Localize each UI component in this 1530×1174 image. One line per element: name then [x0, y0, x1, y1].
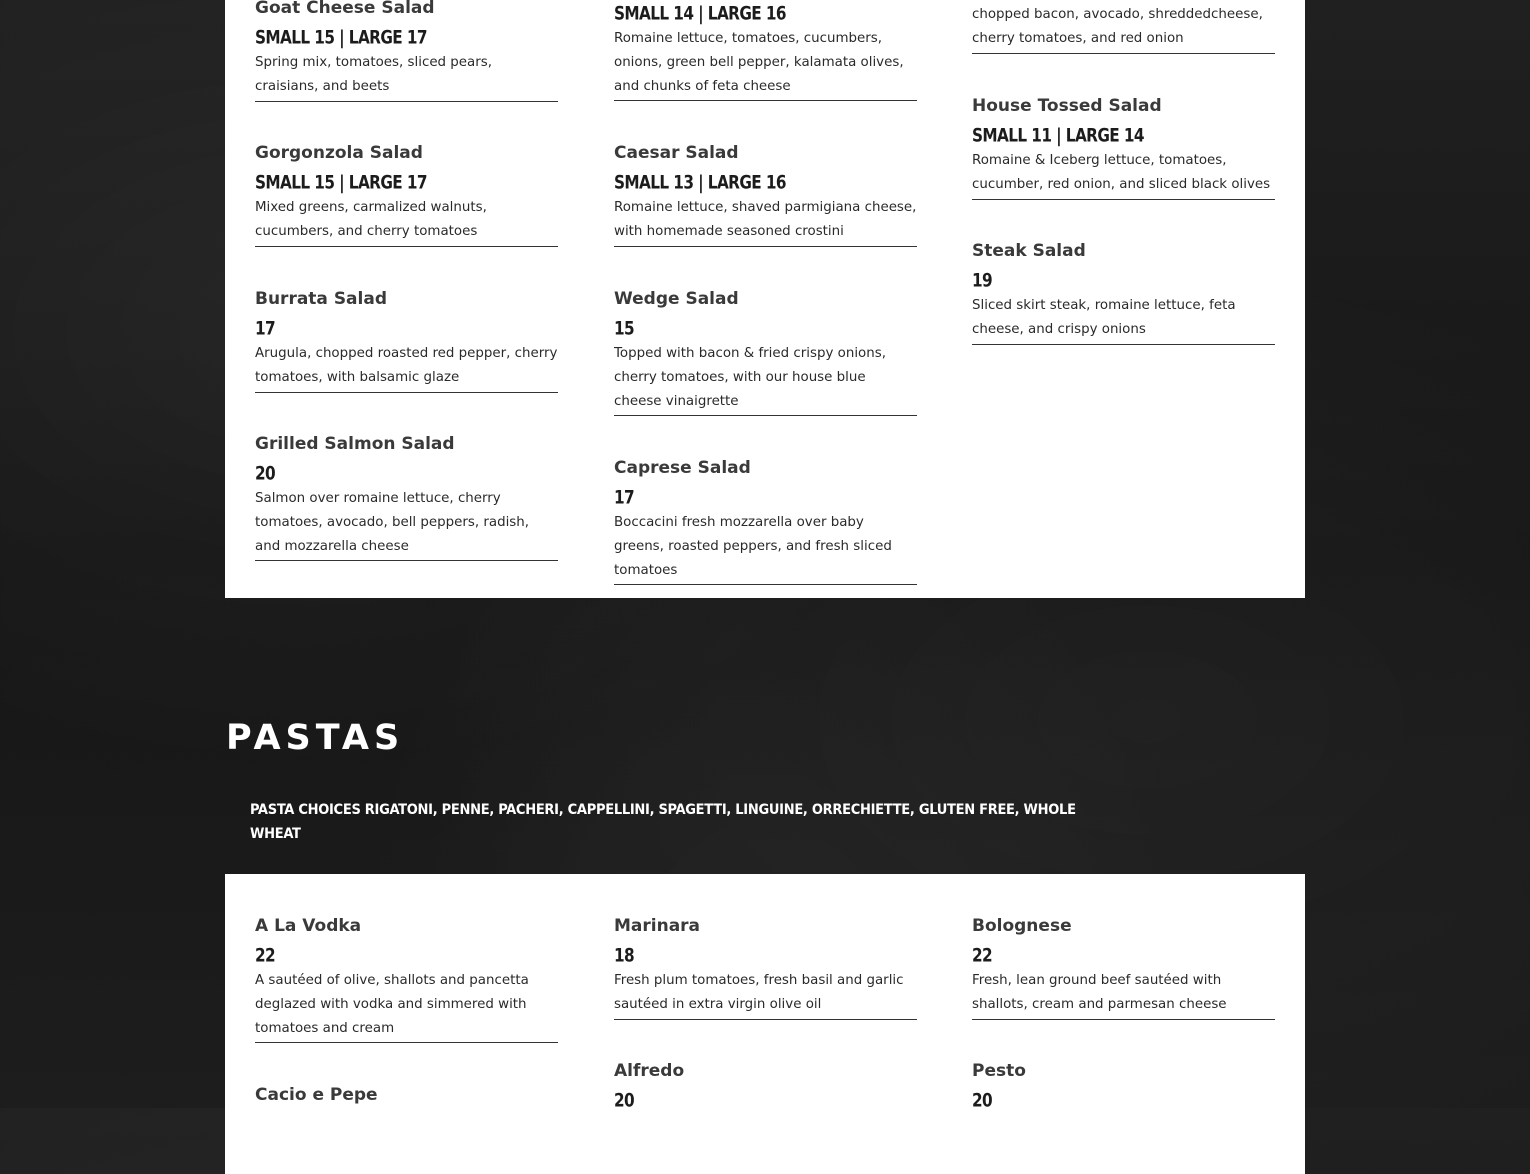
- menu-item-a-la-vodka: [255, 915, 558, 1043]
- item-name: Burrata Salad: [255, 289, 387, 309]
- menu-item-burrata-salad: [255, 288, 558, 393]
- item-description: Fresh, lean ground beef sautéed with shallots, cream and parmesan cheese: [972, 969, 1275, 1020]
- menu-item-alfredo: [614, 1060, 917, 1112]
- item-description: Sliced skirt steak, romaine lettuce, feta cheese, and crispy onions: [972, 294, 1275, 345]
- pastas-menu-panel: [225, 874, 1305, 1174]
- item-name: Steak Salad: [972, 241, 1086, 261]
- item-description: Topped with bacon & fried crispy onions, cherry tomatoes, with our house blue cheese vinaigrette: [614, 342, 917, 416]
- item-price: 20: [972, 1089, 993, 1113]
- menu-item-gorgonzola-salad: [255, 142, 558, 247]
- menu-item-goat-cheese-salad: [255, 0, 558, 102]
- item-price: 15: [614, 317, 635, 341]
- item-name: Caprese Salad: [614, 458, 751, 478]
- item-description: Arugula, chopped roasted red pepper, cherry tomatoes, with balsamic glaze: [255, 342, 558, 393]
- item-price: 22: [972, 944, 993, 968]
- item-description: Romaine & Iceberg lettuce, tomatoes, cucumber, red onion, and sliced black olives: [972, 149, 1275, 200]
- menu-item-pesto: [972, 1060, 1275, 1112]
- item-name: Caesar Salad: [614, 143, 739, 163]
- item-name: Cacio e Pepe: [255, 1085, 378, 1105]
- salads-menu-panel: [225, 0, 1305, 598]
- item-description: chopped bacon, avocado, shreddedcheese, cherry tomatoes, and red onion: [972, 3, 1275, 54]
- item-name: Gorgonzola Salad: [255, 143, 423, 163]
- item-name: Pesto: [972, 1061, 1026, 1081]
- item-price: SMALL 14 | LARGE 16: [614, 2, 786, 26]
- section-title-pastas: PASTAS: [226, 718, 405, 758]
- menu-item-house-tossed-salad: [972, 95, 1275, 200]
- item-price: 20: [614, 1089, 635, 1113]
- menu-item-caprese-salad: [614, 457, 917, 585]
- menu-item-cacio-e-pepe: [255, 1084, 558, 1106]
- menu-item-bolognese: [972, 915, 1275, 1020]
- item-price: 18: [614, 944, 635, 968]
- item-name: House Tossed Salad: [972, 96, 1162, 116]
- item-price: 20: [255, 462, 276, 486]
- item-price: 22: [255, 944, 276, 968]
- item-name: Bolognese: [972, 916, 1072, 936]
- item-description: Romaine lettuce, tomatoes, cucumbers, onions, green bell pepper, kalamata olives, and chunks of feta cheese: [614, 27, 917, 101]
- menu-item-steak-salad: [972, 240, 1275, 345]
- item-price: SMALL 13 | LARGE 16: [614, 171, 786, 195]
- item-price: 19: [972, 269, 993, 293]
- item-description: A sautéed of olive, shallots and pancetta deglazed with vodka and simmered with tomatoes and cream: [255, 969, 558, 1043]
- item-description: Salmon over romaine lettuce, cherry tomatoes, avocado, bell peppers, radish, and mozzarella cheese: [255, 487, 558, 561]
- item-price: 17: [255, 317, 276, 341]
- menu-item-marinara: [614, 915, 917, 1020]
- item-name: Goat Cheese Salad: [255, 0, 435, 18]
- item-price: SMALL 11 | LARGE 14: [972, 124, 1144, 148]
- menu-item-greek-salad: [614, 3, 917, 101]
- menu-item-cobb-salad: [972, 3, 1275, 54]
- menu-item-caesar-salad: [614, 142, 917, 247]
- item-price: SMALL 15 | LARGE 17: [255, 26, 427, 50]
- item-description: Spring mix, tomatoes, sliced pears, craisians, and beets: [255, 51, 558, 102]
- item-name: Alfredo: [614, 1061, 685, 1081]
- item-description: Romaine lettuce, shaved parmigiana cheese, with homemade seasoned crostini: [614, 196, 917, 247]
- menu-item-wedge-salad: [614, 288, 917, 416]
- item-description: Fresh plum tomatoes, fresh basil and garlic sautéed in extra virgin olive oil: [614, 969, 917, 1020]
- pasta-choices-note: PASTA CHOICES RIGATONI, PENNE, PACHERI, CAPPELLINI, SPAGETTI, LINGUINE, ORRECHIETTE, GLUTEN FREE, WHOLE WHEAT: [250, 802, 1076, 842]
- item-name: Wedge Salad: [614, 289, 739, 309]
- item-name: A La Vodka: [255, 916, 362, 936]
- item-price: SMALL 15 | LARGE 17: [255, 171, 427, 195]
- item-name: Marinara: [614, 916, 701, 936]
- item-price: 17: [614, 486, 635, 510]
- item-name: Grilled Salmon Salad: [255, 434, 455, 454]
- item-description: Mixed greens, carmalized walnuts, cucumbers, and cherry tomatoes: [255, 196, 558, 247]
- menu-item-grilled-salmon-salad: [255, 433, 558, 561]
- item-description: Boccacini fresh mozzarella over baby greens, roasted peppers, and fresh sliced tomatoes: [614, 511, 917, 585]
